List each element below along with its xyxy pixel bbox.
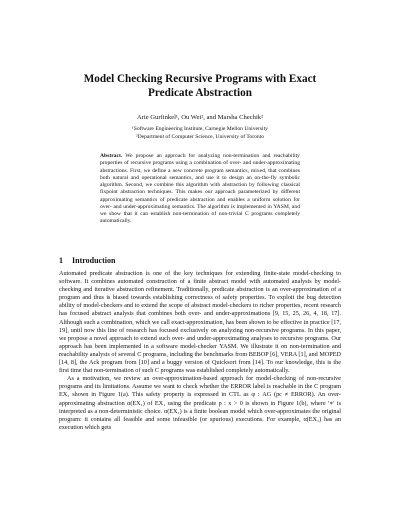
- abstract: [100, 153, 300, 226]
- author-list: Arie Gurfinkel¹, Ou Wei², and Marsha Chechik²: [136, 114, 264, 121]
- affiliations: [60, 126, 340, 141]
- title-line-1: Model Checking Recursive Programs with Exact: [83, 73, 317, 85]
- abstract-label: Abstract.: [100, 153, 123, 159]
- paper-title: [60, 72, 340, 100]
- paragraph: Automated predicate abstraction is one of the key techniques for extending finite-state model-checking to software. It combines automated construction of a finite abstract model with automated analysis by model-checking and iterative abstraction refinement. Traditionally, predicate abstraction is an over-approximation of a program and thus is biased towards establishing correctness of safety properties. To exploit the bug detection ability of model-checkers and to extend the scope of abstract model-checkers to richer properties, recent research has focused abstract analysis that combines both over- and under-approximations [9, 15, 25, 26, 4, 18, 17]. Although such a combination, which we call exact-approximation, has been shown to be effective in practice [17, 19], until now this line of research has focused exclusively on analyzing non-recursive programs. In this paper, we propose a novel approach to extend such over- and under-approximating analyses to recursive programs. Our approach has been implemented in a software model-checker YASM. We illustrate it on non-termination and reachability analysis of several C programs, including the benchmarks from BEBOP [6], VERA [1], and MOPED [14, 8], the Ack program from [10] and a buggy version of Quicksort from [14]. To our knowledge, this is the first time that non-termination of such C programs was established completely automatically.: [59, 270, 341, 375]
- affiliation-1: ¹Software Engineering Institute, Carnegie Mellon University: [132, 126, 268, 132]
- abstract-text: We propose an approach for analyzing non-termination and reachability properties of recursive programs using a combination of over- and under-approximating abstractions. First, we define a new concrete program semantics, mixed, that combines both natural and operational semantics, and use it to design an on-the-fly symbolic algorithm. Second, we combine this algorithm with abstraction by following classical fixpoint abstraction techniques. This makes our approach parameterized by different approximating semantics of predicate abstraction and enables a uniform solution for over- and under-approximating semantics. The algorithm is implemented in YASM, and we show that it can establish non-termination of non-trivial C programs completely automatically.: [100, 153, 300, 225]
- section-number: 1: [59, 256, 63, 265]
- section-heading: [59, 256, 115, 266]
- section-body: [59, 270, 341, 432]
- paragraph: As a motivation, we review an over-approximation-based approach for model-checking of non-recursive programs and its limitations. Assume we want to check whether the ERROR label is reachable in the C program EX₁ shown in Figure 1(a). This safety property is expressed in CTL as φ : AG (pc ≠ ERROR). An over-approximating abstraction α(EX₁) of EX₁ using the predicate p : x > 0 is shown in Figure 1(b), where '∗' is interpreted as a non-deterministic choice. α(EX₁) is a finite boolean model which over-approximates the original program: it contains all feasible and some infeasible (or spurious) executions. For example, α(EX₁) has an execution which gets: [59, 375, 341, 431]
- section-title: Introduction: [72, 256, 116, 265]
- title-line-2: Predicate Abstraction: [148, 87, 252, 99]
- affiliation-2: ²Department of Computer Science, University of Toronto: [135, 133, 265, 140]
